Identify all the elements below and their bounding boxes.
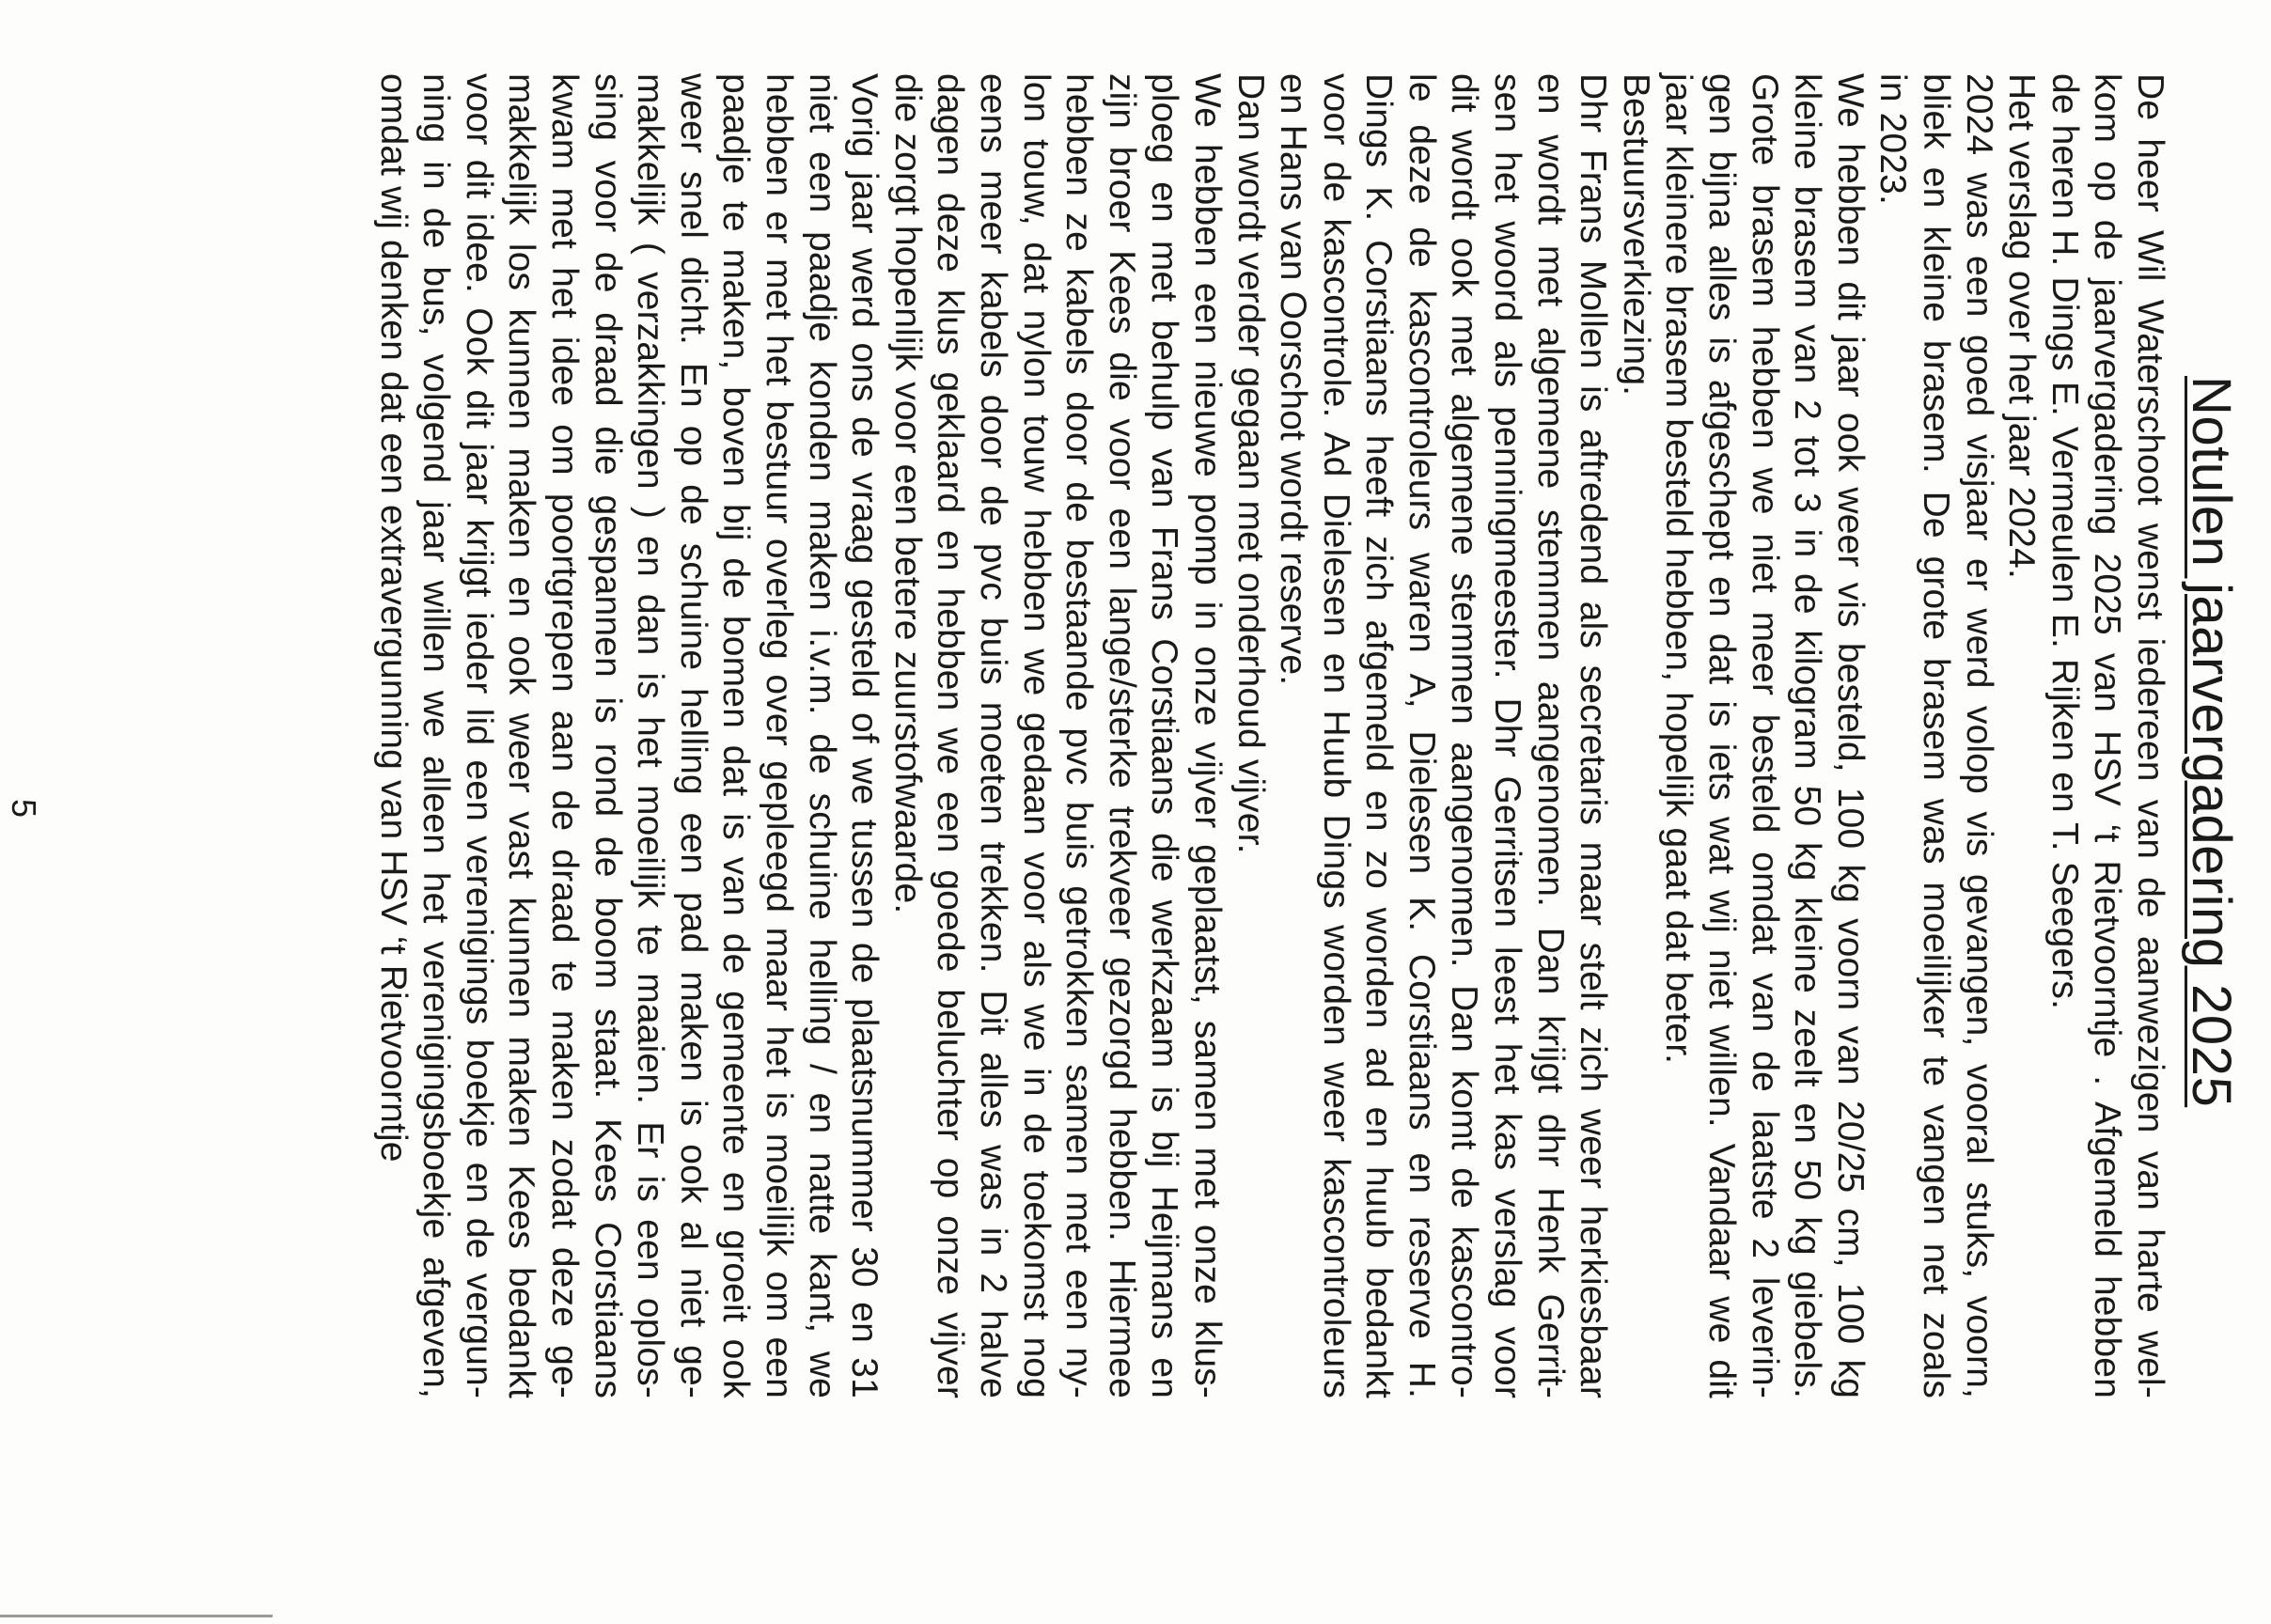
text-line: jaar kleinere brasem besteld hebben, hopelijk gaat dat beter. — [1658, 73, 1699, 1065]
text-line: hebben er met het bestuur overleg over gepleegd maar het is moeilijk om een — [759, 73, 799, 1398]
text-line: sing voor de draad die gespannen is rond de boom staat. Kees Corstiaans — [587, 73, 628, 1398]
text-line: gen bijna alles is afgeschept en dat is iets wat wij niet willen. Vandaar we dit — [1701, 73, 1743, 1398]
bottom-rule — [0, 1615, 273, 1617]
text-line: lon touw, dat nylon touw hebben we gedaan voor als we in de toekomst nog — [1015, 73, 1057, 1398]
document-body — [371, 73, 2171, 1398]
text-line: en Hans van Oorschot wordt reserve. — [1273, 73, 1314, 686]
text-line: 2024 was een goed visjaar er werd volop vis gevangen, vooral stuks, voorn, — [1958, 73, 1999, 1398]
text-line: ning in de bus, volgend jaar willen we alleen het verenigingsboekje afgeven, — [415, 73, 457, 1398]
text-line: zijn broer Kees die voor een lange/sterke trekveer gezorgd hebben. Hiermee — [1101, 73, 1142, 1398]
text-line: niet een paadje konden maken i.v.m. de schuine helling / en natte kant, we — [801, 73, 842, 1398]
text-line: De heer Wil Waterschoot wenst iedereen van de aanwezigen van harte wel- — [2130, 73, 2170, 1398]
text-line: dit wordt ook met algemene stemmen aangenomen. Dan komt de kascontro- — [1444, 73, 1485, 1398]
text-line: omdat wij denken dat een extravergunning van HSV ‘t Rietvoorntje — [372, 73, 414, 1163]
text-line: sen het woord als penningmeester. Dhr Gerritsen leest het kas verslag voor — [1487, 73, 1528, 1398]
text-line: Het verslag over het jaar 2024. — [2001, 73, 2043, 579]
text-line: ploeg en met behulp van Frans Corstiaans die werkzaam is bij Heijmans en — [1144, 73, 1185, 1398]
text-line: weer snel dicht. En op de schuine helling een pad maken is ook al niet ge- — [672, 73, 713, 1398]
text-line: paadje te maken, boven bij de bomen dat is van de gemeente en groeit ook — [715, 73, 757, 1398]
text-line: Vorig jaar werd ons de vraag gesteld of we tussen de plaatsnummer 30 en 31 — [844, 73, 885, 1398]
text-line: Dings K. Corstiaans heeft zich afgemeld en zo worden ad en huub bedankt — [1358, 73, 1400, 1398]
text-line: en wordt met algemene stemmen aangenomen. Dan krijgt dhr Henk Gerrit- — [1529, 73, 1571, 1398]
text-line: le deze de kascontroleurs waren A, Dielesen K. Corstiaans en reserve H. — [1401, 73, 1442, 1398]
text-line: makkelijk ( verzakkingen ) en dan is het moeilijk te maaien. Er is een oplos- — [630, 73, 671, 1398]
text-line: We hebben een nieuwe pomp in onze vijver geplaatst, samen met onze klus- — [1186, 73, 1228, 1398]
text-line: die zorgt hopenlijk voor een betere zuurstofwaarde. — [886, 73, 928, 914]
text-line: Bestuursverkiezing. — [1615, 73, 1656, 397]
text-line: We hebben dit jaar ook weer vis besteld, 100 kg voorn van 20/25 cm, 100 kg — [1829, 73, 1871, 1398]
text-line: bliek en kleine brasem. De grote brasem was moeilijker te vangen net zoals — [1916, 73, 1957, 1398]
text-line: de heren H. Dings E. Vermeulen E. Rijken en T. Seegers. — [2044, 73, 2085, 1010]
text-line: Dhr Frans Mollen is aftredend als secretaris maar stelt zich weer herkiesbaar — [1573, 73, 1614, 1398]
document-title: Notulen jaarvergadering 2025 — [2181, 376, 2242, 1108]
text-line: in 2023. — [1872, 73, 1914, 205]
text-line: kom op de jaarvergadering 2025 van HSV ‘t Rietvoorntje . Afgemeld hebben — [2087, 73, 2128, 1398]
text-line: voor de kascontrole. Ad Dielesen en Huub Dings worden weer kascontroleurs — [1315, 73, 1356, 1398]
text-line: Dan wordt verder gegaan met onderhoud vijver. — [1229, 73, 1271, 854]
page-number: 5 — [5, 799, 43, 819]
text-line: dagen deze klus geklaard en hebben we een goede beluchter op onze vijver — [930, 73, 971, 1398]
text-line: eens meer kabels door de pvc buis moeten trekken. Dit alles was in 2 halve — [972, 73, 1013, 1398]
text-line: Grote brasem hebben we niet meer besteld omdat van de laatste 2 leverin- — [1744, 73, 1785, 1398]
text-line: kwam met het idee om poortgrepen aan de draad te maken zodat deze ge- — [544, 73, 586, 1398]
text-line: makkelijk los kunnen maken en ook weer vast kunnen maken Kees bedankt — [501, 73, 542, 1398]
text-line: voor dit idee. Ook dit jaar krijgt ieder lid een verenigings boekje en de vergun- — [458, 73, 499, 1398]
text-line: hebben ze kabels door de bestaande pvc buis getrokken samen met een ny- — [1058, 73, 1100, 1398]
text-line: kleine brasem van 2 tot 3 in de kilogram 50 kg kleine zeelt en 50 kg giebels. — [1787, 73, 1828, 1398]
